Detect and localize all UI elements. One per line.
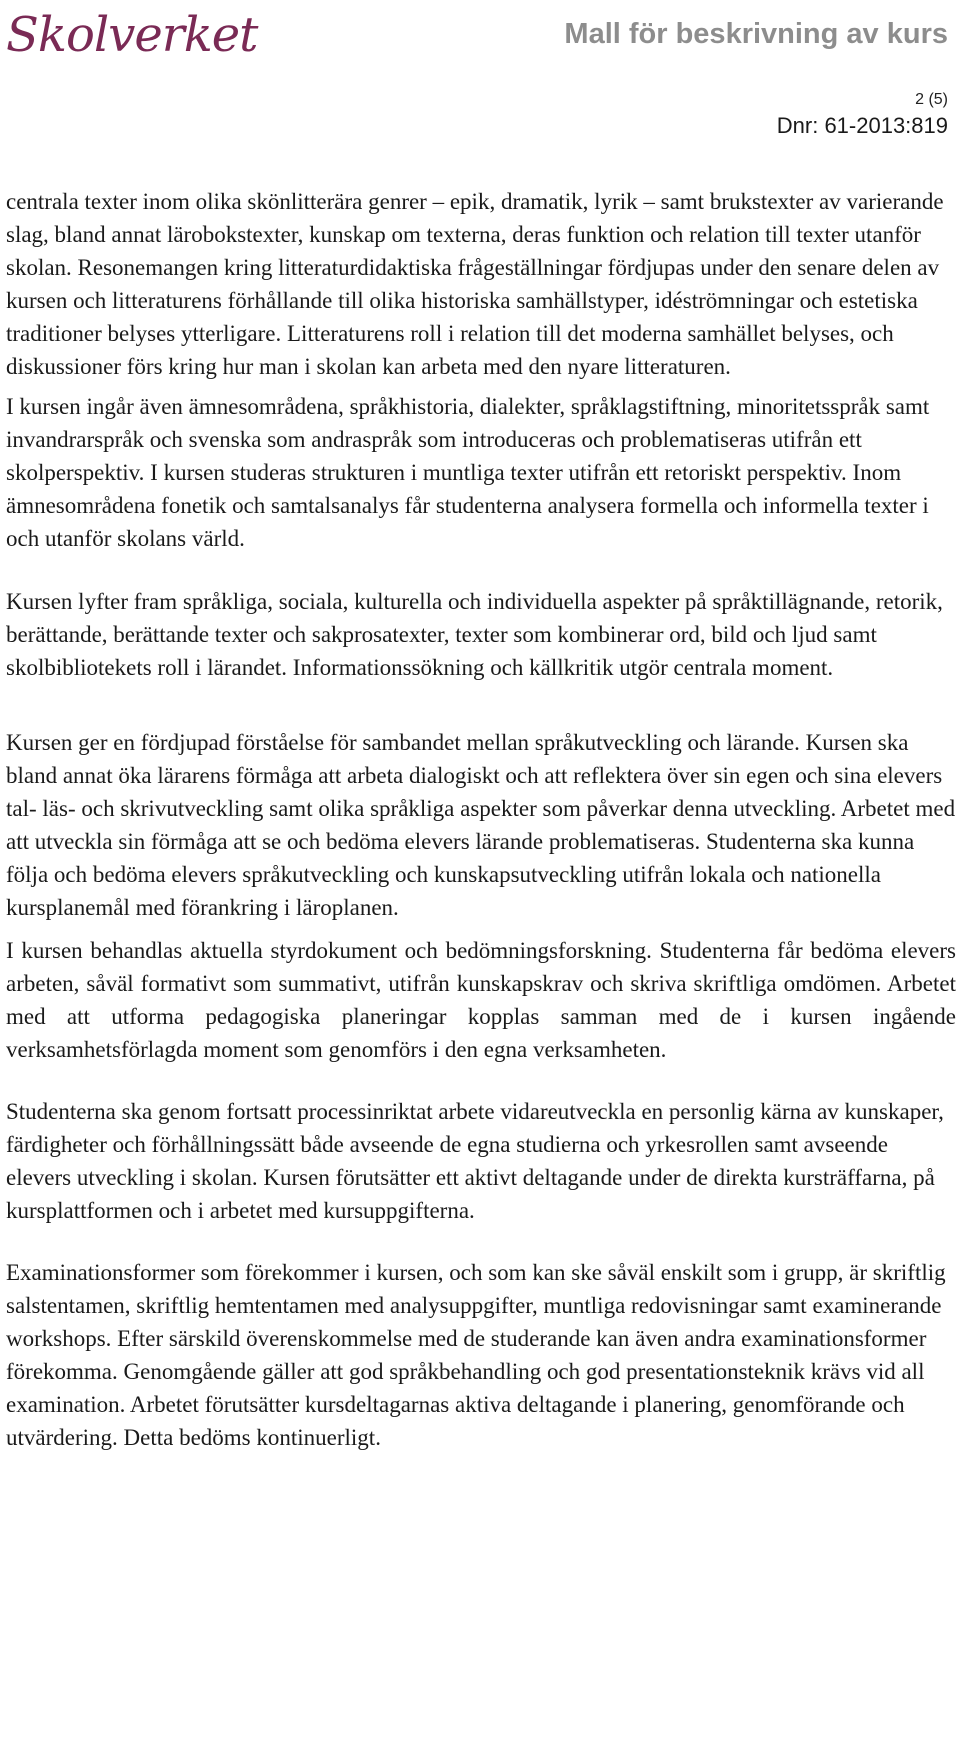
paragraph-examination: Examinationsformer som förekommer i kursen, och som kan ske såväl enskilt som i grupp, är skriftlig salstentamen, skriftlig hemtentamen med analysuppgifter, muntliga redovisningar samt examinerande workshops. Efter särskild överenskommelse med de studerande kan även andra examinationsformer förekomma. Genomgående gäller att god språkbehandling och god presentationsteknik krävs vid all examination. Arbetet förutsätter kursdeltagarnas aktiva deltagande i planering, genomförande och utvärdering. Detta bedöms kontinuerligt. xyxy=(6,1260,946,1450)
skolverket-logo: Skolverket xyxy=(6,7,258,63)
body-text xyxy=(6,185,956,1454)
paragraph-literature: centrala texter inom olika skönlitterära genrer – epik, dramatik, lyrik – samt brukstexter av varierande slag, bland annat lärobokstexter, kunskap om texterna, deras funktion och relation till texter utanför skolan. Resonemangen kring litteraturdidaktiska frågeställningar fördjupas under den senare delen av kursen och litteraturens förhållande till olika historiska samhällstyper, idéströmningar och estetiska traditioner belyses ytterligare. Litteraturens roll i relation till det moderna samhället belyses, och diskussioner förs kring hur man i skolan kan arbeta med den nyare litteraturen. xyxy=(6,189,944,379)
paragraph-language-areas: I kursen ingår även ämnesområdena, språkhistoria, dialekter, språklagstiftning, minoritetsspråk samt invandrarspråk och svenska som andraspråk som introduceras och problematiseras utifrån ett skolperspektiv. I kursen studeras strukturen i muntliga texter utifrån ett retoriskt perspektiv. Inom ämnesområdena fonetik och samtalsanalys får studenterna analysera formella och informella texter i och utanför skolans värld. xyxy=(6,394,930,551)
paragraph-assessment: I kursen behandlas aktuella styrdokument och bedömningsforskning. Studenterna får bedöma elevers arbeten, såväl formativt som summativt, utifrån kunskapskrav och skriva skriftliga omdömen. Arbetet med att utforma pedagogiska planeringar kopplas samman med de i kursen ingående verksamhetsförlagda moment som genomförs i den egna verksamheten. xyxy=(6,938,956,1062)
paragraph-language-aspects: Kursen lyfter fram språkliga, sociala, kulturella och individuella aspekter på språktillägnande, retorik, berättande, berättande texter och sakprosatexter, texter som kombinerar ord, bild och ljud samt skolbibliotekets roll i lärandet. Informationssökning och källkritik utgör centrala moment. xyxy=(6,589,943,680)
document-reference-number: Dnr: 61-2013:819 xyxy=(776,113,948,138)
paragraph-language-development: Kursen ger en fördjupad förståelse för sambandet mellan språkutveckling och lärande. Kursen ska bland annat öka lärarens förmåga att arbeta dialogiskt och att reflektera över sin egen och sina elevers tal- läs- och skrivutveckling samt olika språkliga aspekter som påverkar denna utveckling. Arbetet med att utveckla sin förmåga att se och bedöma elevers lärande problematiseras. Studenterna ska kunna följa och bedöma elevers språkutveckling och kunskapsutveckling utifrån lokala och nationella kursplanemål med förankring i läroplanen. xyxy=(6,730,956,920)
document-title: Mall för beskrivning av kurs xyxy=(564,18,948,50)
page-number: 2 (5) xyxy=(915,91,948,108)
paragraph-professional-development: Studenterna ska genom fortsatt processinriktat arbete vidareutveckla en personlig kärna av kunskaper, färdigheter och förhållningssätt både avseende de egna studierna och yrkesrollen samt avseende elevers utveckling i skolan. Kursen förutsätter ett aktivt deltagande under de direkta kursträffarna, på kursplattformen och i arbetet med kursuppgifterna. xyxy=(6,1099,944,1223)
